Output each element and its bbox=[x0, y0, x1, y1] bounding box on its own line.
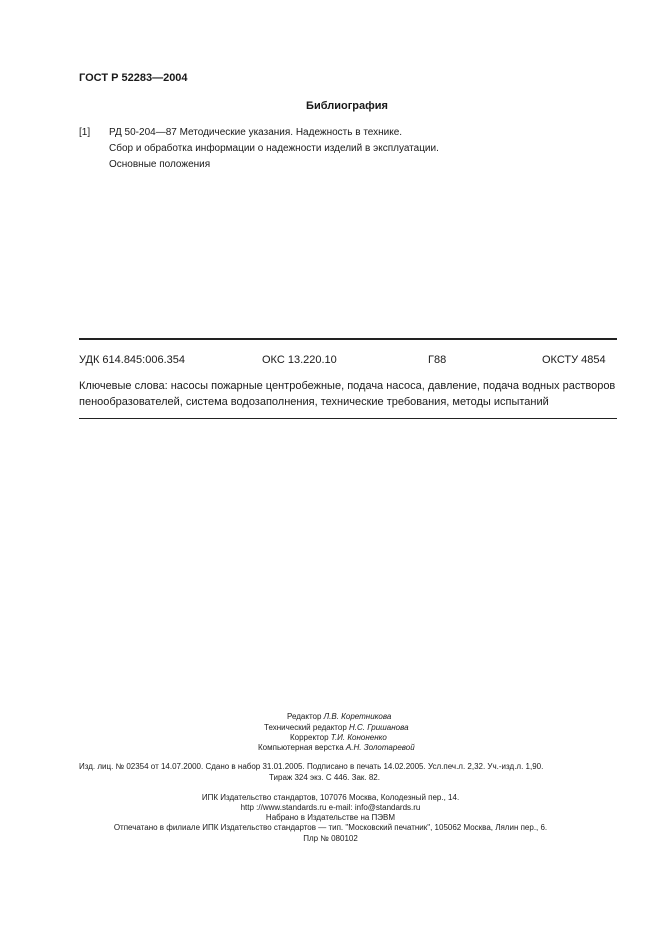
bibliography-line-1: РД 50-204—87 Методические указания. Надежность в технике. bbox=[109, 127, 403, 138]
bottom-divider bbox=[79, 418, 617, 419]
publisher-line-1: ИПК Издательство стандартов, 107076 Москва, Колодезный пер., 14. bbox=[201, 793, 460, 802]
okstu-code: ОКСТУ 4854 bbox=[542, 354, 606, 366]
bibliography-line-3: Основные положения bbox=[109, 159, 211, 170]
credit-layout: Компьютерная верстка А.Н. Золотаревой bbox=[258, 743, 415, 752]
bibliography-title: Библиография bbox=[306, 100, 388, 112]
credit-tech-editor: Технический редактор Н.С. Гришанова bbox=[264, 723, 409, 732]
udk-code: УДК 614.845:006.354 bbox=[79, 354, 185, 366]
publisher-line-4: Отпечатано в филиале ИПК Издательство стандартов — тип. "Московский печатник", 105062 Москва, Лялин пер., 6. bbox=[113, 823, 548, 832]
document-id: ГОСТ Р 52283—2004 bbox=[79, 72, 188, 84]
oks-code: ОКС 13.220.10 bbox=[262, 354, 337, 366]
top-divider bbox=[79, 338, 617, 340]
imprint-line-1: Изд. лиц. № 02354 от 14.07.2000. Сдано в набор 31.01.2005. Подписано в печать 14.02.2005. Усл.печ.л. 2,32. Уч.-изд.л. 1,90. bbox=[79, 762, 544, 771]
imprint-line-2: Тираж 324 экз. С 446. Зак. 82. bbox=[269, 773, 380, 782]
publisher-line-2: http ://www.standards.ru e-mail: info@standards.ru bbox=[240, 803, 421, 812]
publisher-line-3: Набрано в Издательстве на ПЭВМ bbox=[265, 813, 396, 822]
keywords-line-1: Ключевые слова: насосы пожарные центробежные, подача насоса, давление, подача водных растворов bbox=[79, 380, 616, 392]
keywords-line-2: пенообразователей, система водозаполнения, технические требования, методы испытаний bbox=[79, 396, 549, 408]
bibliography-entry-number: [1] bbox=[79, 127, 91, 138]
g-code: Г88 bbox=[428, 354, 447, 366]
publisher-line-5: Плр № 080102 bbox=[303, 834, 358, 843]
bibliography-line-2: Сбор и обработка информации о надежности изделий в эксплуатации. bbox=[109, 143, 439, 154]
credit-editor: Редактор Л.В. Коретникова bbox=[287, 712, 392, 721]
credit-corrector: Корректор Т.И. Кононенко bbox=[290, 733, 387, 742]
